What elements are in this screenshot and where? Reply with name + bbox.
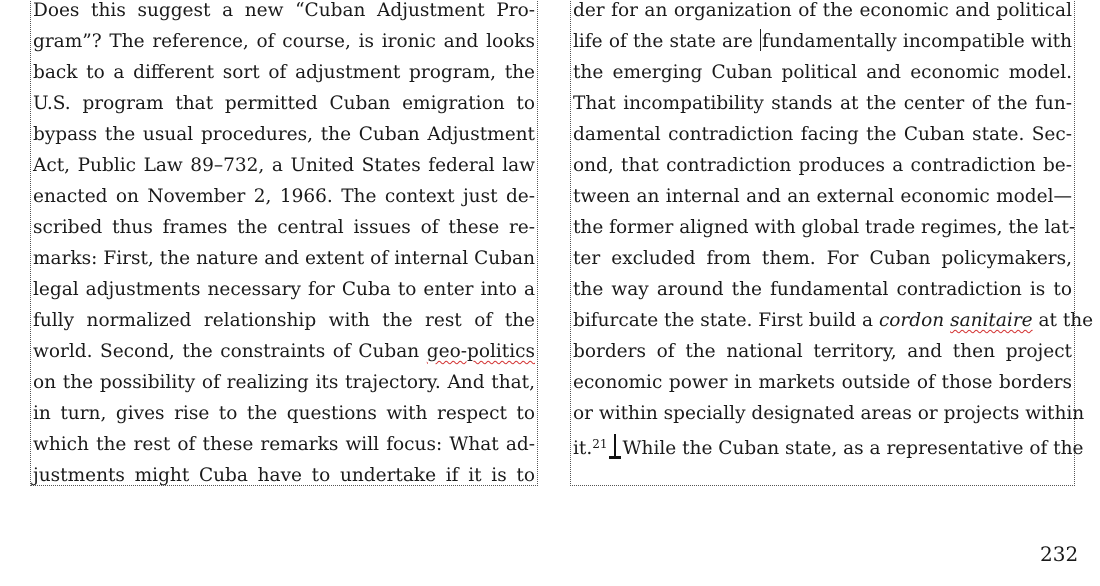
text-line: That incompatibility stands at the center of the fun- [573,93,1072,114]
text-segment: life of the state are [573,31,760,52]
text-line: legal adjustments necessary for Cuba to enter into a [33,279,535,300]
text-line: damental contradiction facing the Cuban state. Sec- [573,124,1072,145]
text-cursor [760,29,761,51]
text-line: the way around the fundamental contradiction is to [573,279,1072,300]
text-line: fully normalized relationship with the rest of the [33,310,535,331]
text-segment: at the [1032,310,1094,331]
text-line: Act, Public Law 89–732, a United States federal law [33,155,535,176]
text-line: bypass the usual procedures, the Cuban Adjustment [33,124,535,145]
text-line: on the possibility of realizing its trajectory. And that, [33,372,535,393]
text-line: U.S. program that permitted Cuban emigration to [33,93,535,114]
i-beam-cursor-icon [608,434,622,460]
text-line: ond, that contradiction produces a contradiction be- [573,155,1072,176]
text-line: the former aligned with global trade regimes, the lat- [573,217,1076,238]
text-column-left[interactable] [30,0,538,486]
italic-text: cordon [878,310,945,331]
text-line: borders of the national territory, and then project [573,341,1072,362]
text-segment: it. [573,438,593,459]
page-number: 232 [1040,542,1079,566]
text-line: scribed thus frames the central issues of these re- [33,217,535,238]
text-line: gram”? The reference, of course, is ironic and looks [33,31,535,52]
text-line [573,26,1072,57]
text-segment: world. Second, the constraints of Cuban [33,341,427,362]
text-line: in turn, gives rise to the questions with respect to [33,403,535,424]
text-line: back to a different sort of adjustment program, the [33,62,535,83]
text-line: enacted on November 2, 1966. The context just de- [33,186,535,207]
text-line: the emerging Cuban political and economic model. [573,62,1072,83]
text-line: marks: First, the nature and extent of internal Cuban [33,248,535,269]
text-line: justments might Cuba have to undertake if it is to [33,465,535,486]
text-line [573,305,1094,336]
text-line [573,429,1084,460]
text-line: or within specially designated areas or projects within [573,403,1085,424]
text-line: Does this suggest a new “Cuban Adjustment Pro- [33,0,535,21]
misspelled-word[interactable]: geo-politics [426,341,535,362]
footnote-reference[interactable]: 21 [592,437,608,451]
text-line: which the rest of these remarks will focus: What ad- [33,434,535,455]
text-segment: While the Cuban state, as a representative of the [622,438,1084,459]
text-line: economic power in markets outside of those borders [573,372,1072,393]
misspelled-word[interactable]: sanitaire [950,310,1033,331]
text-line: tween an internal and an external economic model— [573,186,1072,207]
text-line: der for an organization of the economic and political [573,0,1072,21]
text-line: ter excluded from them. For Cuban policymakers, [573,248,1072,269]
text-segment: bifurcate the state. First build a [573,310,879,331]
text-segment: fundamentally incompatible with [762,31,1072,52]
text-line [33,336,535,367]
text-column-right[interactable] [570,0,1094,486]
